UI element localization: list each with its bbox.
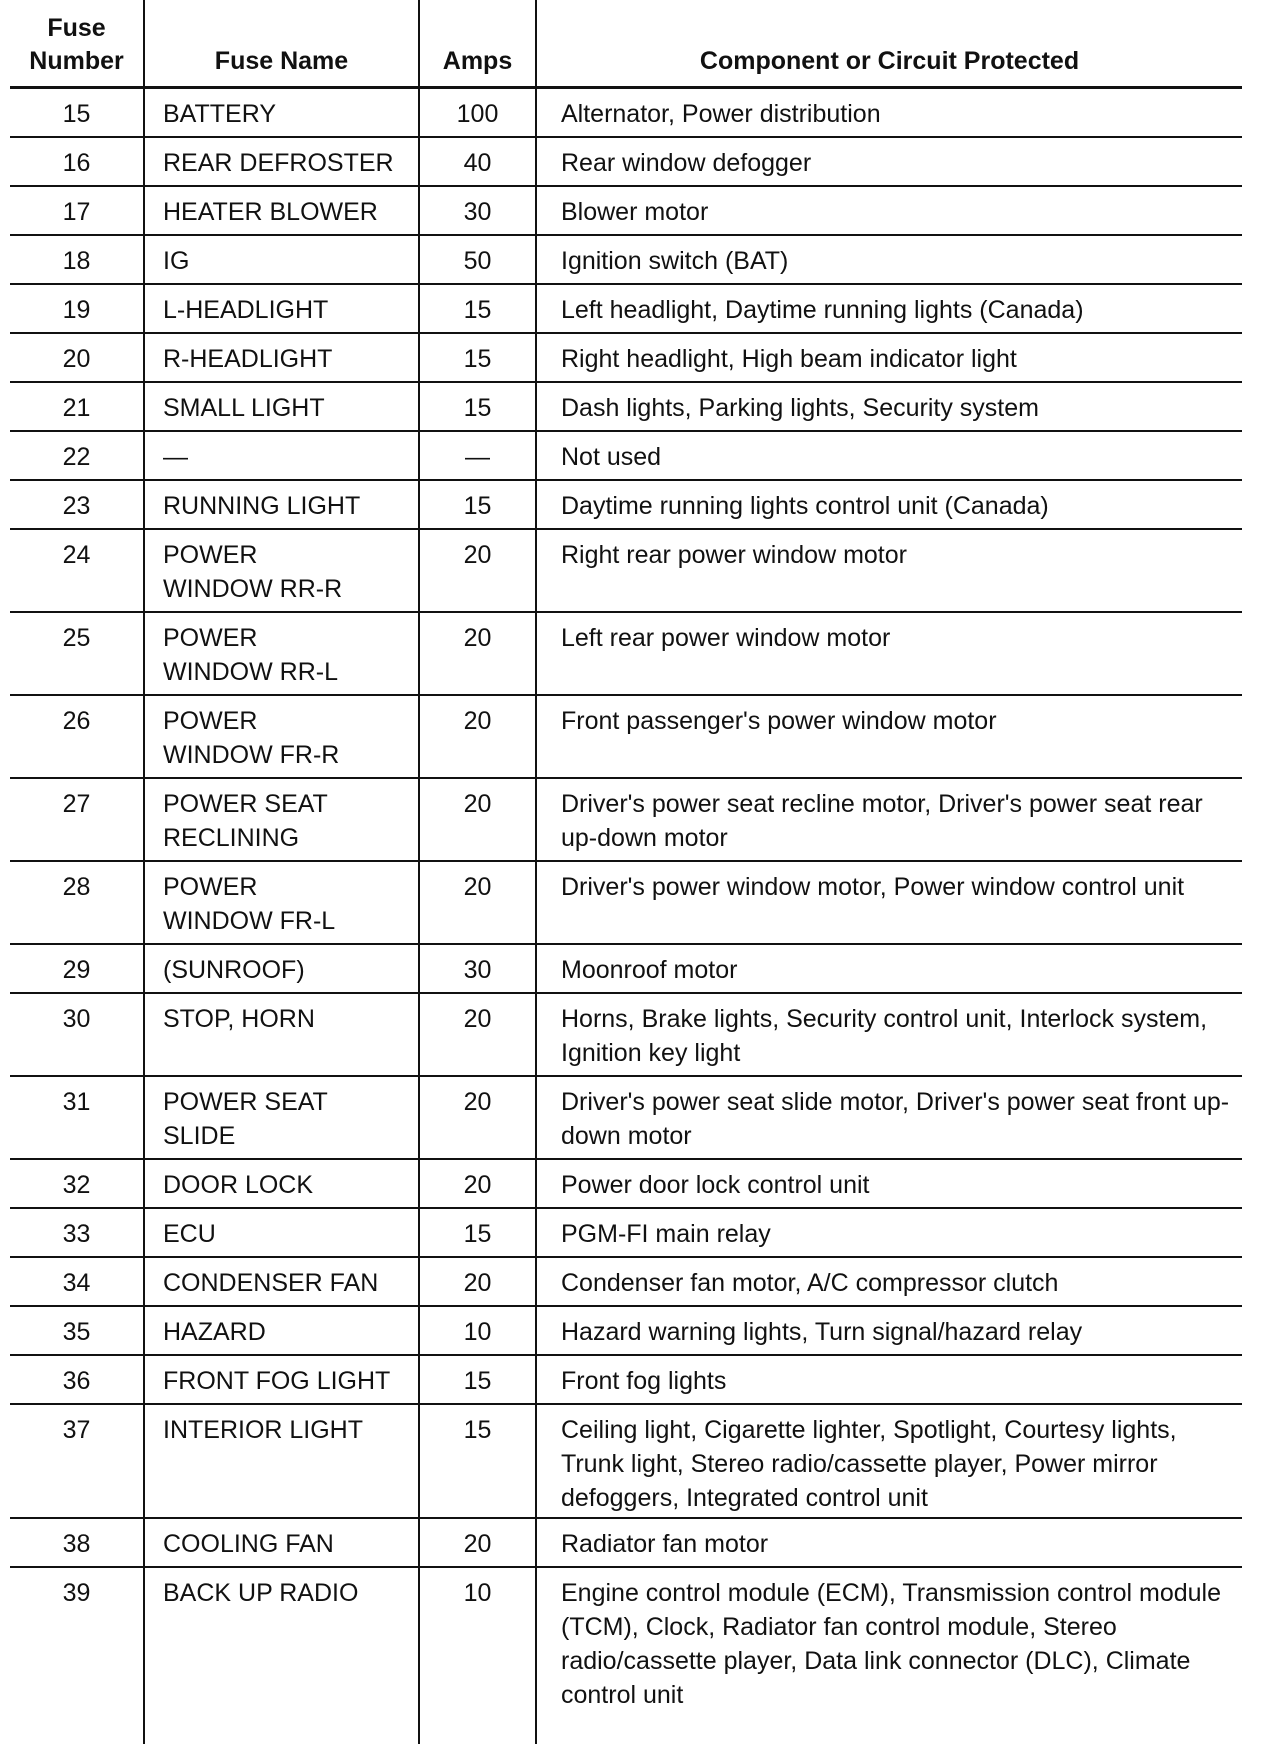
fuse-table xyxy=(10,0,1242,1744)
fuse-name-cell: POWER WINDOW FR-L xyxy=(143,862,418,943)
amps-cell: — xyxy=(418,432,535,479)
fuse-number-cell: 36 xyxy=(62,1367,91,1395)
fuse-number-cell: 15 xyxy=(62,100,91,128)
fuse-number-cell: 39 xyxy=(62,1579,91,1607)
fuse-number-cell: 37 xyxy=(62,1416,91,1444)
component-cell: Blower motor xyxy=(535,187,1242,234)
table-row xyxy=(10,432,1242,481)
fuse-name-cell: RUNNING LIGHT xyxy=(143,481,418,528)
table-row xyxy=(10,613,1242,696)
fuse-name-cell: FRONT FOG LIGHT xyxy=(143,1356,418,1403)
amps-cell: 50 xyxy=(418,236,535,283)
table-row xyxy=(10,334,1242,383)
fuse-name-cell: — xyxy=(143,432,418,479)
component-cell: Left rear power window motor xyxy=(535,613,1242,694)
amps-cell: 20 xyxy=(418,862,535,943)
amps-cell: 20 xyxy=(418,530,535,611)
table-row xyxy=(10,696,1242,779)
table-row xyxy=(10,1356,1242,1405)
amps-cell: 20 xyxy=(418,1258,535,1305)
fuse-number-cell: 23 xyxy=(62,492,91,520)
fuse-name-cell: L-HEADLIGHT xyxy=(143,285,418,332)
header-fuse-number: Fuse Number xyxy=(29,14,124,75)
fuse-number-cell: 19 xyxy=(62,296,91,324)
fuse-name-cell: POWER WINDOW RR-L xyxy=(143,613,418,694)
component-cell: Daytime running lights control unit (Canada) xyxy=(535,481,1242,528)
amps-cell: 15 xyxy=(418,1356,535,1403)
component-cell: Front passenger's power window motor xyxy=(535,696,1242,777)
component-cell: Ignition switch (BAT) xyxy=(535,236,1242,283)
header-component: Component or Circuit Protected xyxy=(535,0,1242,86)
table-row xyxy=(10,1209,1242,1258)
fuse-number-cell: 32 xyxy=(62,1171,91,1199)
component-cell: Engine control module (ECM), Transmission control module (TCM), Clock, Radiator fan control module, Stereo radio/cassette player, Data link connector (DLC), Climate control unit xyxy=(535,1568,1242,1744)
component-cell: PGM-FI main relay xyxy=(535,1209,1242,1256)
fuse-number-cell: 16 xyxy=(62,149,91,177)
fuse-name-cell: SMALL LIGHT xyxy=(143,383,418,430)
fuse-name-cell: REAR DEFROSTER xyxy=(143,138,418,185)
fuse-name-cell: BACK UP RADIO xyxy=(143,1568,418,1744)
amps-cell: 20 xyxy=(418,1519,535,1566)
fuse-number-cell: 29 xyxy=(62,956,91,984)
amps-cell: 15 xyxy=(418,1405,535,1517)
fuse-name-cell: ECU xyxy=(143,1209,418,1256)
component-cell: Moonroof motor xyxy=(535,945,1242,992)
fuse-name-cell: INTERIOR LIGHT xyxy=(143,1405,418,1517)
fuse-number-cell: 33 xyxy=(62,1220,91,1248)
table-row xyxy=(10,779,1242,862)
table-row xyxy=(10,1077,1242,1160)
amps-cell: 20 xyxy=(418,779,535,860)
fuse-number-cell: 38 xyxy=(62,1530,91,1558)
amps-cell: 30 xyxy=(418,945,535,992)
fuse-name-cell: IG xyxy=(143,236,418,283)
table-body xyxy=(10,89,1242,1744)
table-row xyxy=(10,1307,1242,1356)
amps-cell: 15 xyxy=(418,285,535,332)
table-row xyxy=(10,530,1242,613)
table-row xyxy=(10,89,1242,138)
fuse-name-cell: COOLING FAN xyxy=(143,1519,418,1566)
component-cell: Dash lights, Parking lights, Security system xyxy=(535,383,1242,430)
amps-cell: 20 xyxy=(418,613,535,694)
component-cell: Hazard warning lights, Turn signal/hazard relay xyxy=(535,1307,1242,1354)
amps-cell: 20 xyxy=(418,1077,535,1158)
fuse-number-cell: 35 xyxy=(62,1318,91,1346)
fuse-number-cell: 25 xyxy=(62,624,91,652)
header-amps: Amps xyxy=(418,0,535,86)
table-row xyxy=(10,187,1242,236)
fuse-number-cell: 26 xyxy=(62,707,91,735)
fuse-name-cell: CONDENSER FAN xyxy=(143,1258,418,1305)
table-row xyxy=(10,236,1242,285)
fuse-name-cell: POWER WINDOW FR-R xyxy=(143,696,418,777)
amps-cell: 20 xyxy=(418,1160,535,1207)
fuse-number-cell: 17 xyxy=(62,198,91,226)
component-cell: Radiator fan motor xyxy=(535,1519,1242,1566)
fuse-number-cell: 18 xyxy=(62,247,91,275)
amps-cell: 15 xyxy=(418,481,535,528)
table-row xyxy=(10,945,1242,994)
fuse-number-cell: 31 xyxy=(62,1088,91,1116)
component-cell: Right headlight, High beam indicator light xyxy=(535,334,1242,381)
table-row xyxy=(10,862,1242,945)
fuse-number-cell: 28 xyxy=(62,873,91,901)
amps-cell: 10 xyxy=(418,1568,535,1744)
fuse-name-cell: STOP, HORN xyxy=(143,994,418,1075)
table-row xyxy=(10,1405,1242,1519)
fuse-number-cell: 22 xyxy=(62,443,91,471)
component-cell: Driver's power window motor, Power window control unit xyxy=(535,862,1242,943)
component-cell: Condenser fan motor, A/C compressor clutch xyxy=(535,1258,1242,1305)
component-cell: Driver's power seat recline motor, Driver's power seat rear up-down motor xyxy=(535,779,1242,860)
fuse-name-cell: POWER SEAT SLIDE xyxy=(143,1077,418,1158)
table-row xyxy=(10,1519,1242,1568)
component-cell: Not used xyxy=(535,432,1242,479)
fuse-name-cell: HEATER BLOWER xyxy=(143,187,418,234)
amps-cell: 30 xyxy=(418,187,535,234)
fuse-number-cell: 21 xyxy=(62,394,91,422)
table-row xyxy=(10,1258,1242,1307)
component-cell: Horns, Brake lights, Security control unit, Interlock system, Ignition key light xyxy=(535,994,1242,1075)
amps-cell: 10 xyxy=(418,1307,535,1354)
fuse-name-cell: HAZARD xyxy=(143,1307,418,1354)
component-cell: Right rear power window motor xyxy=(535,530,1242,611)
component-cell: Alternator, Power distribution xyxy=(535,89,1242,136)
fuse-number-cell: 20 xyxy=(62,345,91,373)
fuse-name-cell: BATTERY xyxy=(143,89,418,136)
amps-cell: 40 xyxy=(418,138,535,185)
component-cell: Front fog lights xyxy=(535,1356,1242,1403)
component-cell: Power door lock control unit xyxy=(535,1160,1242,1207)
table-row xyxy=(10,1160,1242,1209)
table-row xyxy=(10,383,1242,432)
component-cell: Left headlight, Daytime running lights (Canada) xyxy=(535,285,1242,332)
component-cell: Rear window defogger xyxy=(535,138,1242,185)
fuse-number-cell: 24 xyxy=(62,541,91,569)
header-fuse-name: Fuse Name xyxy=(143,0,418,86)
table-row xyxy=(10,138,1242,187)
fuse-number-cell: 30 xyxy=(62,1005,91,1033)
table-row xyxy=(10,285,1242,334)
fuse-number-cell: 27 xyxy=(62,790,91,818)
fuse-name-cell: DOOR LOCK xyxy=(143,1160,418,1207)
amps-cell: 15 xyxy=(418,334,535,381)
table-header xyxy=(10,0,1242,89)
fuse-name-cell: POWER SEAT RECLINING xyxy=(143,779,418,860)
fuse-name-cell: R-HEADLIGHT xyxy=(143,334,418,381)
fuse-name-cell: (SUNROOF) xyxy=(143,945,418,992)
amps-cell: 15 xyxy=(418,383,535,430)
component-cell: Ceiling light, Cigarette lighter, Spotlight, Courtesy lights, Trunk light, Stereo radio/cassette player, Power mirror defoggers, Integrated control unit xyxy=(535,1405,1242,1517)
fuse-number-cell: 34 xyxy=(62,1269,91,1297)
amps-cell: 15 xyxy=(418,1209,535,1256)
table-row xyxy=(10,994,1242,1077)
amps-cell: 20 xyxy=(418,696,535,777)
amps-cell: 20 xyxy=(418,994,535,1075)
amps-cell: 100 xyxy=(418,89,535,136)
table-row xyxy=(10,481,1242,530)
component-cell: Driver's power seat slide motor, Driver's power seat front up-down motor xyxy=(535,1077,1242,1158)
fuse-name-cell: POWER WINDOW RR-R xyxy=(143,530,418,611)
table-row xyxy=(10,1568,1242,1744)
